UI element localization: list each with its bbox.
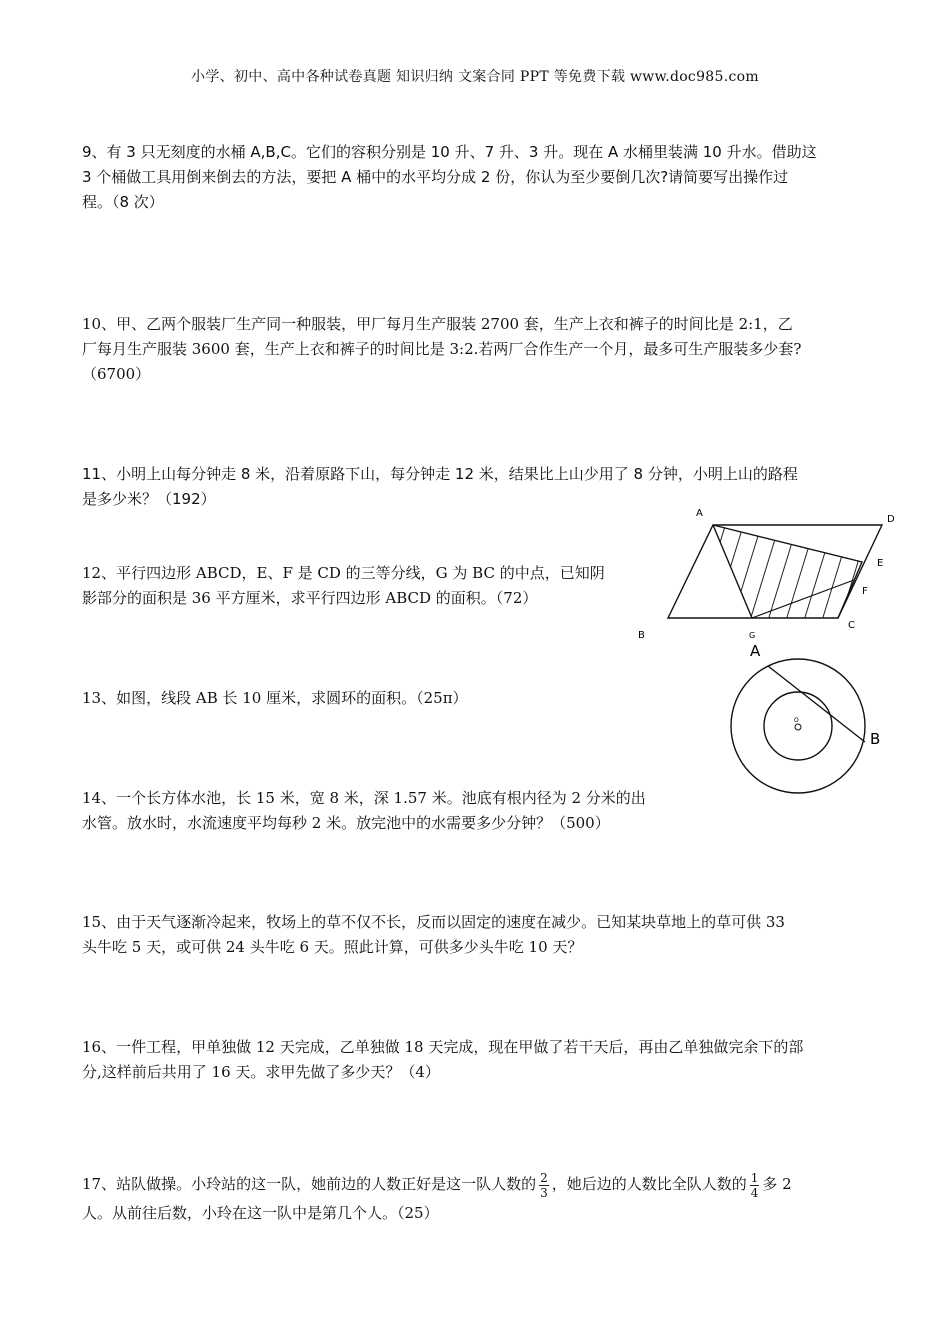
question-14-line-1: 14、一个长方体水池，长 15 米，宽 8 米，深 1.57 米。池底有根内径为 2 分米的出 (82, 789, 646, 807)
shaded-region-hatching (690, 510, 910, 640)
segment-gf (752, 580, 854, 618)
question-16-line-1: 16、一件工程，甲单独做 12 天完成，乙单独做 18 天完成，现在甲做了若干天后，再由乙单独做完余下的部 (82, 1038, 804, 1056)
question-12 (82, 561, 605, 611)
question-9-line-2: 3 个桶做工具用倒来倒去的方法，要把 A 桶中的水平均分成 2 份，你认为至少要倒几次?请简要写出操作过 (82, 168, 789, 186)
fraction-numerator: 1 (750, 1170, 759, 1185)
question-10-line-2: 厂每月生产服装 3600 套，生产上衣和裤子的时间比是 3:2.若两厂合作生产一个月，最多可生产服装多少套? (82, 340, 802, 358)
question-11-line-2: 是多少米？（192） (82, 490, 216, 508)
label-f: F (862, 586, 868, 597)
fraction-denominator: 4 (750, 1185, 759, 1200)
question-12-line-2: 影部分的面积是 36 平方厘米，求平行四边形 ABCD 的面积。（72） (82, 589, 538, 607)
annulus-figure (725, 638, 895, 798)
label-d: D (887, 514, 895, 525)
question-10-line-1: 10、甲、乙两个服装厂生产同一种服装，甲厂每月生产服装 2700 套，生产上衣和裤子的时间比是 2:1，乙 (82, 315, 793, 333)
question-16-line-2: 分,这样前后共用了 16 天。求甲先做了多少天？（4） (82, 1063, 440, 1081)
question-11-line-1: 11、小明上山每分钟走 8 米，沿着原路下山，每分钟走 12 米，结果比上山少用了 8 分钟，小明上山的路程 (82, 465, 798, 483)
question-17-text-b: ，她后边的人数比全队人数的 (551, 1175, 747, 1193)
question-9-line-3: 程。（8 次） (82, 193, 164, 211)
question-17-text-c: 多 2 (762, 1175, 792, 1193)
center-point (795, 724, 801, 730)
fraction-numerator: 2 (540, 1170, 548, 1185)
chord-ab (768, 666, 865, 742)
parallelogram-outline (668, 525, 882, 618)
question-15-line-1: 15、由于天气逐渐冷起来，牧场上的草不仅不长，反而以固定的速度在减少。已知某块草地上的草可供 33 (82, 913, 785, 931)
label-o: O (794, 717, 799, 724)
page-header: 小学、初中、高中各种试卷真题 知识归纳 文案合同 PPT 等免费下载 www.doc985.com (191, 69, 759, 85)
fraction-denominator: 3 (540, 1185, 548, 1200)
question-10 (82, 312, 801, 387)
question-16 (82, 1035, 803, 1085)
question-17-text-a: 17、站队做操。小玲站的这一队，她前边的人数正好是这一队人数的 (82, 1175, 537, 1193)
question-13-line-1: 13、如图，线段 AB 长 10 厘米，求圆环的面积。（25π） (82, 689, 468, 707)
label-b: B (638, 630, 645, 641)
parallelogram-figure (630, 500, 910, 650)
fraction-two-thirds (539, 1171, 549, 1200)
label-g: G (749, 631, 756, 640)
label-c: C (848, 620, 855, 631)
question-17-line-1 (82, 1167, 792, 1201)
shaded-region-outline (713, 525, 862, 618)
question-9 (82, 140, 817, 215)
question-15-line-2: 头牛吃 5 天，或可供 24 头牛吃 6 天。照此计算，可供多少头牛吃 10 天？ (82, 938, 583, 956)
question-14-line-2: 水管。放水时，水流速度平均每秒 2 米。放完池中的水需要多少分钟？（500） (82, 814, 610, 832)
segment-ag (713, 525, 752, 618)
question-17 (82, 1167, 792, 1225)
question-9-line-1: 9、有 3 只无刻度的水桶 A,B,C。它们的容积分别是 10 升、7 升、3 升。现在 A 水桶里装满 10 升水。借助这 (82, 143, 817, 161)
question-12-line-1: 12、平行四边形 ABCD，E、F 是 CD 的三等分线，G 为 BC 的中点，已知阴 (82, 564, 605, 582)
question-10-line-3: （6700） (82, 365, 151, 383)
label-b: B (870, 730, 881, 748)
question-17-line-2: 人。从前往后数，小玲在这一队中是第几个人。（25） (82, 1204, 439, 1222)
label-a: A (750, 642, 761, 660)
question-14 (82, 786, 646, 836)
question-13 (82, 686, 468, 711)
fraction-one-quarter (750, 1171, 760, 1200)
label-a: A (696, 508, 703, 519)
inner-circle (764, 692, 832, 760)
label-e: E (877, 558, 884, 569)
question-15 (82, 910, 785, 960)
